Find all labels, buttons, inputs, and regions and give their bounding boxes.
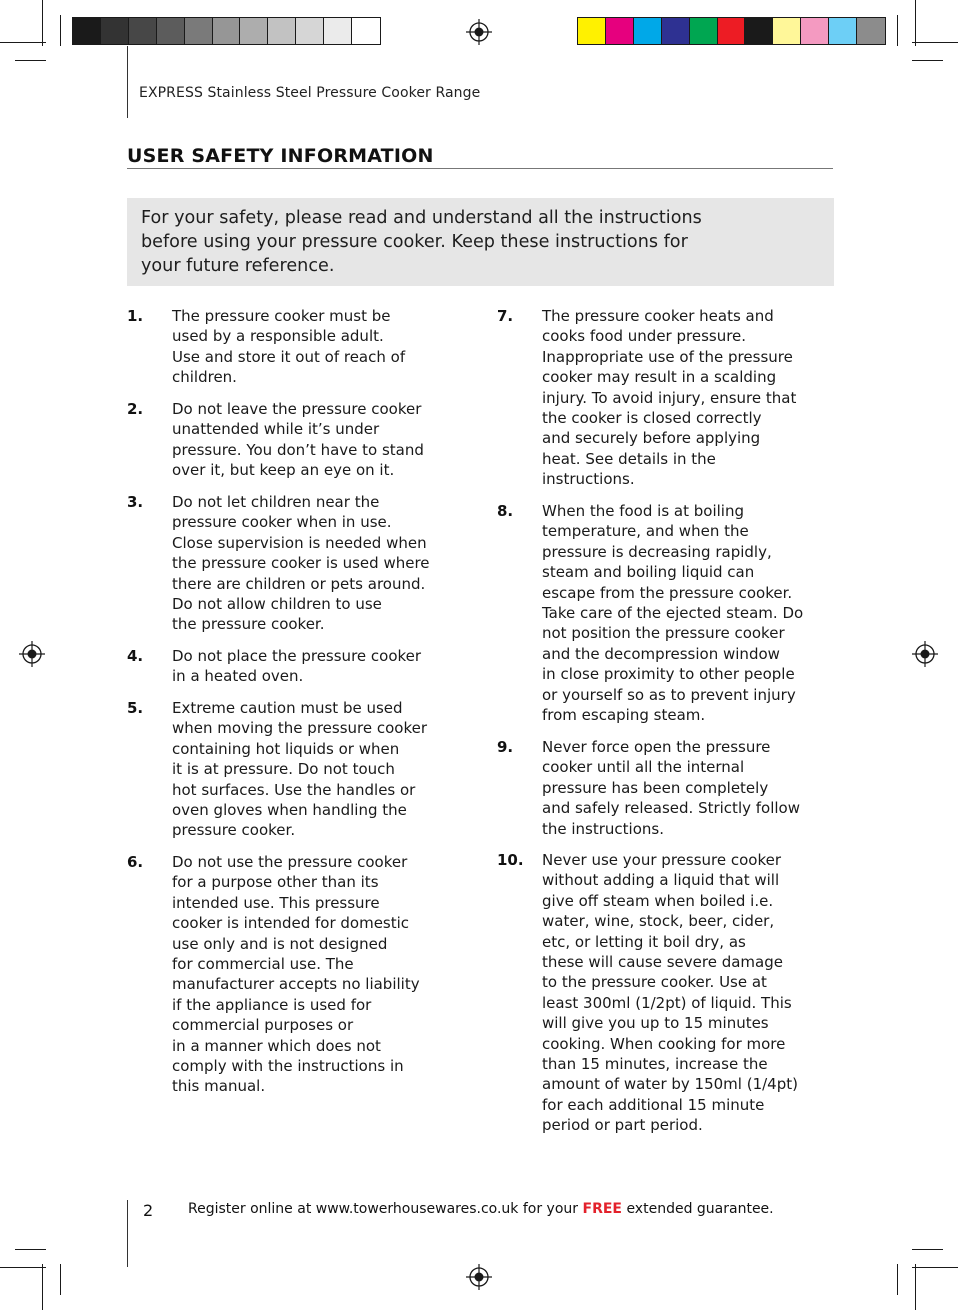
item-text-line: and securely before applying (542, 429, 761, 448)
item-text-line: Use and store it out of reach of (172, 347, 406, 366)
item-text-line: children. (172, 368, 237, 387)
item-text (172, 646, 421, 687)
item-text-line: for each additional 15 minute (542, 1095, 765, 1114)
item-text-line: the cooker is closed correctly (542, 409, 762, 428)
item-text-line: pressure is decreasing rapidly, (542, 542, 772, 561)
item-number: 4. (127, 647, 144, 665)
item-text-line: or yourself so as to prevent injury (542, 685, 796, 704)
crop-mark (915, 1264, 916, 1310)
item-text-line: in a manner which does not (172, 1036, 381, 1055)
item-text-line: without adding a liquid that will (542, 871, 780, 890)
item-text-line: these will cause severe damage (542, 953, 783, 972)
crop-mark (912, 1267, 958, 1268)
item-text-line: will give you up to 15 minutes (542, 1014, 769, 1033)
item-text-line: than 15 minutes, increase the (542, 1055, 768, 1074)
item-text-line: in a heated oven. (172, 667, 304, 686)
item-text-line: hot surfaces. Use the handles or (172, 780, 416, 799)
item-text-line: temperature, and when the (542, 522, 749, 541)
item-text-line: to the pressure cooker. Use at (542, 973, 767, 992)
item-text-line: Do not allow children to use (172, 595, 382, 614)
item-text-line: Do not use the pressure cooker (172, 853, 408, 871)
item-text-line: Never use your pressure cooker (542, 851, 782, 869)
item-text-line: etc, or letting it boil dry, as (542, 932, 746, 951)
process-color-bar (577, 17, 886, 45)
running-header: EXPRESS Stainless Steel Pressure Cooker Range (139, 85, 481, 101)
item-text-line: use only and is not designed (172, 934, 388, 953)
color-swatch (213, 18, 241, 44)
color-swatch (240, 18, 268, 44)
item-text-line: the instructions. (542, 819, 664, 838)
item-text-line: when moving the pressure cooker (172, 719, 427, 738)
crop-mark (912, 60, 943, 61)
registration-mark-icon (19, 641, 45, 667)
item-text-line: intended use. This pressure (172, 893, 380, 912)
color-swatch (101, 18, 129, 44)
item-text-line: Do not place the pressure cooker (172, 647, 422, 665)
item-text-line: for a purpose other than its (172, 873, 379, 892)
color-swatch (662, 18, 690, 44)
item-text-line: least 300ml (1/2pt) of liquid. This (542, 993, 792, 1012)
item-text (542, 850, 798, 1136)
color-swatch (73, 18, 101, 44)
item-text-line: and safely released. Strictly follow (542, 799, 800, 818)
color-swatch (296, 18, 324, 44)
item-text-line: Extreme caution must be used (172, 699, 403, 717)
item-text-line: pressure. You don’t have to stand (172, 440, 424, 459)
color-swatch (129, 18, 157, 44)
footer-guarantee-note (188, 1201, 774, 1217)
item-text-line: containing hot liquids or when (172, 739, 400, 758)
item-text-line: cooker until all the internal (542, 758, 745, 777)
item-text-line: Do not let children near the (172, 493, 380, 511)
item-text-line: period or part period. (542, 1116, 703, 1135)
color-swatch (268, 18, 296, 44)
item-text-line: cooking. When cooking for more (542, 1034, 786, 1053)
item-text-line: Close supervision is needed when (172, 533, 427, 552)
crop-mark (15, 60, 46, 61)
item-text-line: The pressure cooker must be (172, 307, 391, 325)
item-text-line: unattended while it’s under (172, 420, 380, 439)
item-text-line: over it, but keep an eye on it. (172, 461, 395, 480)
registration-mark-icon (466, 19, 492, 45)
item-text-line: manufacturer accepts no liability (172, 975, 420, 994)
footer-text-before: Register online at www.towerhousewares.co.uk for your (188, 1201, 579, 1217)
item-text-line: comply with the instructions in (172, 1057, 404, 1076)
item-number: 10. (497, 851, 524, 869)
color-swatch (606, 18, 634, 44)
color-swatch (829, 18, 857, 44)
item-text-line: pressure has been completely (542, 778, 769, 797)
item-text-line: for commercial use. The (172, 955, 354, 974)
item-text (172, 399, 424, 481)
item-text-line: amount of water by 150ml (1/4pt) (542, 1075, 798, 1094)
item-text-line: in close proximity to other people (542, 665, 795, 684)
item-text-line: oven gloves when handling the (172, 801, 407, 820)
item-text-line: cooker is intended for domestic (172, 914, 410, 933)
color-swatch (773, 18, 801, 44)
color-swatch (578, 18, 606, 44)
crop-mark (60, 1264, 61, 1295)
item-text-line: injury. To avoid injury, ensure that (542, 388, 797, 407)
margin-rule (127, 1200, 128, 1267)
registration-mark-icon (466, 1264, 492, 1290)
color-swatch (352, 18, 380, 44)
color-swatch (185, 18, 213, 44)
item-text (172, 698, 427, 841)
item-text-line: instructions. (542, 470, 635, 489)
item-text-line: it is at pressure. Do not touch (172, 760, 395, 779)
item-text-line: cooker may result in a scalding (542, 368, 777, 387)
margin-rule (127, 46, 128, 118)
crop-mark (915, 0, 916, 46)
item-number: 7. (497, 307, 514, 325)
page-number: 2 (143, 1201, 154, 1220)
crop-mark (912, 1249, 943, 1250)
crop-mark (15, 1249, 46, 1250)
footer-free-highlight: FREE (582, 1201, 622, 1217)
item-text (172, 492, 430, 635)
item-number: 1. (127, 307, 144, 325)
item-text-line: give off steam when boiled i.e. (542, 891, 774, 910)
color-swatch (324, 18, 352, 44)
item-text-line: this manual. (172, 1077, 266, 1096)
crop-mark (60, 15, 61, 46)
item-number: 9. (497, 738, 514, 756)
intro-notice (127, 198, 834, 286)
section-title: USER SAFETY INFORMATION (127, 145, 434, 167)
item-number: 3. (127, 493, 144, 511)
crop-mark (912, 42, 958, 43)
item-text (172, 852, 420, 1097)
item-text-line: there are children or pets around. (172, 574, 426, 593)
item-text-line: Take care of the ejected steam. Do (542, 604, 804, 623)
footer-text-after: extended guarantee. (626, 1201, 774, 1217)
item-text-line: and the decompression window (542, 644, 780, 663)
crop-mark (897, 1264, 898, 1295)
registration-mark-icon (912, 641, 938, 667)
item-text-line: Do not leave the pressure cooker (172, 400, 422, 418)
crop-mark (0, 42, 46, 43)
grayscale-color-bar (72, 17, 381, 45)
item-text-line: pressure cooker. (172, 821, 296, 840)
item-text-line: if the appliance is used for (172, 995, 372, 1014)
title-underline (127, 168, 833, 169)
crop-mark (42, 1264, 43, 1310)
intro-line: your future reference. (141, 256, 335, 276)
item-number: 8. (497, 502, 514, 520)
item-text (542, 737, 800, 839)
item-text-line: The pressure cooker heats and (542, 307, 774, 325)
item-text-line: steam and boiling liquid can (542, 563, 755, 582)
color-swatch (718, 18, 746, 44)
item-text-line: the pressure cooker. (172, 615, 325, 634)
item-text (172, 306, 405, 388)
item-text (542, 501, 803, 725)
item-text-line: from escaping steam. (542, 706, 706, 725)
color-swatch (745, 18, 773, 44)
crop-mark (42, 0, 43, 46)
item-text-line: cooks food under pressure. (542, 327, 747, 346)
crop-mark (0, 1267, 46, 1268)
color-swatch (157, 18, 185, 44)
color-swatch (634, 18, 662, 44)
item-text-line: used by a responsible adult. (172, 327, 384, 346)
item-text-line: water, wine, stock, beer, cider, (542, 912, 775, 931)
item-text-line: pressure cooker when in use. (172, 513, 392, 532)
crop-mark (897, 15, 898, 46)
item-number: 6. (127, 853, 144, 871)
item-number: 5. (127, 699, 144, 717)
item-text-line: heat. See details in the (542, 449, 716, 468)
intro-line: For your safety, please read and understand all the instructions (141, 208, 702, 228)
item-text-line: When the food is at boiling (542, 502, 744, 520)
color-swatch (801, 18, 829, 44)
item-text-line: the pressure cooker is used where (172, 554, 430, 573)
item-text-line: not position the pressure cooker (542, 624, 785, 643)
item-text-line: Inappropriate use of the pressure (542, 347, 793, 366)
color-swatch (690, 18, 718, 44)
item-text-line: Never force open the pressure (542, 738, 771, 756)
item-text (542, 306, 796, 490)
item-text-line: escape from the pressure cooker. (542, 583, 793, 602)
item-text-line: commercial purposes or (172, 1016, 354, 1035)
item-number: 2. (127, 400, 144, 418)
intro-line: before using your pressure cooker. Keep these instructions for (141, 232, 688, 252)
color-swatch (857, 18, 885, 44)
